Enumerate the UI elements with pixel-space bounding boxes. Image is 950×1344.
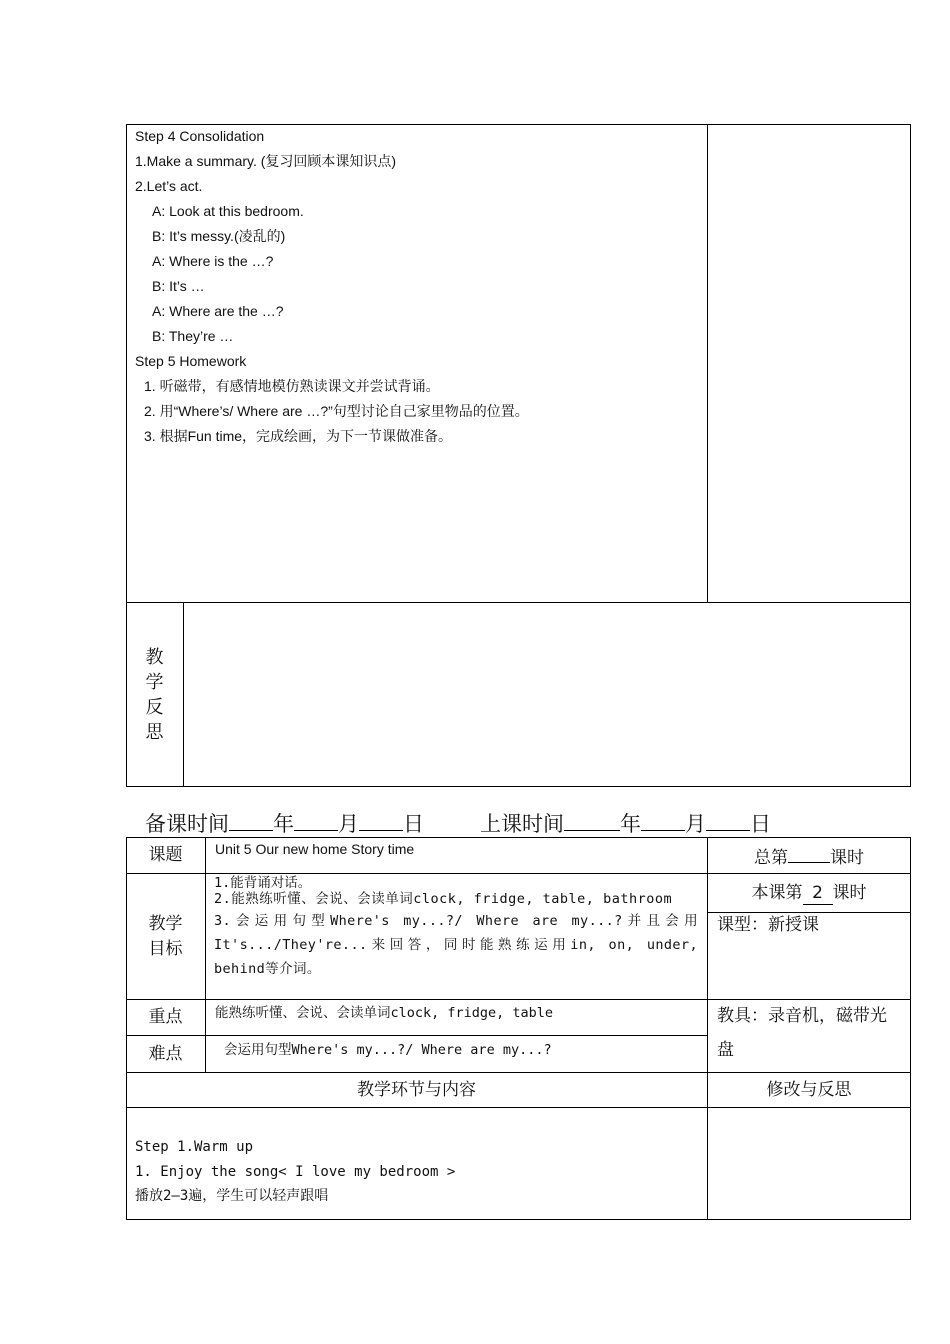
goal-label-line: 目标 [148,939,183,959]
goal-item: 2.能熟练听懂、会说、会读单词clock, fridge, table, bathroom [214,891,673,907]
day-label: 日 [403,812,424,836]
revision-header: 修改与反思 [766,1080,852,1100]
tools: 教具：录音机，磁带光盘 [717,1006,887,1060]
prep-time-label: 备课时间 [145,812,229,836]
summary-line: 1.Make a summary. (复习回顾本课知识点) [135,153,397,169]
year-label: 年 [273,812,294,836]
key-label: 重点 [148,1007,183,1027]
lesson-type: 课型：新授课 [717,915,819,935]
this-period [707,882,911,905]
reflection-label [126,645,183,745]
top-table-row-divider [126,602,911,603]
topic-value: Unit 5 Our new home Story time [215,841,415,857]
dialog-line: A: Where are the …? [152,303,284,319]
reflection-label-divider [183,602,184,787]
total-suffix: 课时 [830,848,864,868]
dialog-line: A: Look at this bedroom. [152,203,304,219]
difficult-label: 难点 [148,1044,183,1064]
top-content [135,124,700,449]
reflection-char: 思 [145,722,164,743]
class-time-label: 上课时间 [480,812,564,836]
year-label: 年 [620,812,641,836]
step-line: 1. Enjoy the song< I love my bedroom > [135,1163,456,1180]
step-line: 播放2—3遍，学生可以轻声跟唱 [135,1188,329,1204]
dialog-line: B: It’s … [152,278,205,294]
total-prefix: 总第 [754,848,788,868]
row-divider [707,912,911,913]
row-divider [126,1035,707,1036]
key-value: 能熟练听懂、会说、会读单词clock, fridge, table [215,1005,554,1021]
difficult-value: 会运用句型Where's my...?/ Where are my...? [224,1042,552,1058]
content-header: 教学环节与内容 [357,1080,476,1100]
reflection-char: 学 [145,672,164,693]
month-label: 月 [338,812,359,836]
step-line: Step 1.Warm up [135,1139,254,1155]
reflection-char: 教 [145,647,164,668]
step5-heading: Step 5 Homework [135,353,247,369]
dialog-line: B: It’s messy.(凌乱的) [152,228,286,244]
homework-item: 2. 用“Where’s/ Where are …?”句型讨论自己家里物品的位置。 [144,403,529,419]
date-line [145,810,771,838]
goals-list [214,875,698,981]
dialog-line: B: They’re … [152,328,234,344]
row-divider [126,1072,911,1073]
reflection-char: 反 [145,697,164,718]
this-suffix: 课时 [832,883,867,903]
step4-heading: Step 4 Consolidation [135,128,265,144]
goal-item: 1.能背诵对话。 [214,875,312,891]
month-label: 月 [685,812,706,836]
goal-label [126,912,205,962]
row-divider [126,1107,911,1108]
topic-label: 课题 [148,845,183,865]
day-label: 日 [750,812,771,836]
steps-content [135,1135,455,1209]
homework-item: 1. 听磁带，有感情地模仿熟读课文并尝试背诵。 [144,378,440,394]
goal-label-line: 教学 [148,914,183,934]
lets-act-line: 2.Let’s act. [135,178,203,194]
row-divider [126,873,911,874]
dialog-line: A: Where is the …? [152,253,274,269]
total-periods [707,844,911,869]
homework-item: 3. 根据Fun time，完成绘画，为下一节课做准备。 [144,428,453,444]
this-number: 2 [803,882,833,905]
this-prefix: 本课第 [751,883,803,903]
goal-item: 3.会运用句型Where's my...?/ Where are my...?并且会用It's.../They're...来回答，同时能熟练运用in, on, under, behind等介词。 [214,913,698,977]
top-table-divider [707,124,708,602]
